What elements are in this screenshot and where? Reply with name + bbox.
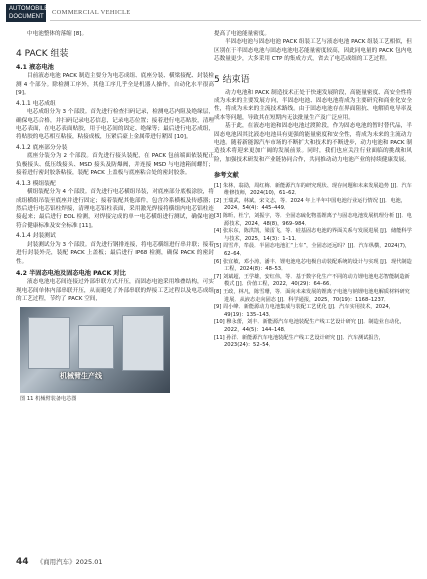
section-4-1-2-heading: 4.1.2 底座部分分装 xyxy=(16,144,68,151)
reference-item: [10] 穆永蕾，刘丰．新能源汽车电池装配生产线工艺设计研究 [J]．制造业自动化，2022，44(5)：144–148． xyxy=(214,319,405,333)
references-list xyxy=(214,183,412,350)
conclusion-paragraph-2: 基于此，在液态电池和固态电池过渡阶段，作为固态电池的暂时替代品，半固态电池因其比液态电池具有更强的能量密度和安全性，将成为未来的主流动力电池。随着新能源汽车市场的不断扩大和技术的不断进步，动力电池和 PACK 制造技术将迎来更加广阔的发展前景。同时，我们也应关注行业面临的挑战和风险，加强技术研发和产业链协同合作，共同推动动力电池产业的持续健康发展。 xyxy=(214,123,412,163)
reference-item: [1] 朱林，翁劭，周红梅．新能源汽车的研究现状、现存问题和未来发展趋势 [J]．汽车维修技师，2024(10)，61–62． xyxy=(214,182,412,197)
section-4-1-4-heading: 4.1.4 封装测试 xyxy=(16,233,56,240)
intro-paragraph: 中电池整体的落缩 [8]。 xyxy=(27,31,88,37)
reference-item: [3] 陈昕，杜宁，刘振宇，等．全固态硫化物基锂离子与固态电池发展机理分析 [J]．电源技术，2024，48(8)，969–984． xyxy=(214,213,412,227)
section-4-1-1-paragraph: 电芯成组分为 3 个部段。首先进行检查扫码记录，检测电芯内阻及绝缘层，确保电芯合格，并扫码记录电芯信息，记录电芯位置；接着进行电芯贴胶，清理电芯表面，在电芯表面贴胶，用于电芯间的固定、绝缘等；最后进行电芯成组，将贴胶的电芯相互粘接，粘接成板，压紧后豪上金属带进行紧固 [10]。 xyxy=(16,109,214,141)
section-4-1-heading: 4.1 液态电池 xyxy=(16,64,54,72)
section-4-1-paragraph: 目前液态电池 PACK 制造主要分为电芯成组、底座分装、横梁接配、封装检测 4 个部分。除检测工序外，其他工序几乎全是机器人操作，自动化水平很高 [9]。 xyxy=(16,73,214,97)
section-4-2-paragraph: 液态电池电芯间连接过外部串联方式开压，而固态电池采用堆叠结构，可实现电芯间单体内部串联开压，从而避免了外部串联的焊接工艺过程以及电芯成组的工艺过程，节约了 PACK 空间， xyxy=(16,279,214,302)
right-paragraph-1: 提高了电池能量密度。 xyxy=(214,31,270,37)
reference-item: [4] 张东东，陈洪凯，梁雷飞，等．硅基固态电池的界面关系与发展进展 [J]．储能科学与技术，2025，14(3)：1–11． xyxy=(214,228,412,242)
header-divider xyxy=(50,20,421,21)
section-4-2-heading: 4.2 半固态电池及固态电池 PACK 对比 xyxy=(16,270,126,278)
reference-item: [11] 孙洋．新能源汽车电池装配生产线工艺设计研究 [J]．汽车测试报告，2023(24)：52–54． xyxy=(214,334,384,349)
page-header xyxy=(0,0,427,26)
right-paragraph-2: 半固态电池与固态电池 PACK 组装工艺与液态电池 PACK 组装工艺相似，但区别在于半固态电池与固态电池电芯能量密度较高，因此同电量的 PACK 包内电芯数量更少，大多采用 CTP 的集成方式，省去了电芯成组的工艺过程。 xyxy=(214,39,412,63)
page-footer xyxy=(16,557,103,567)
left-column xyxy=(16,30,214,404)
references-heading: 参考文献 xyxy=(214,172,239,180)
equipment-rack xyxy=(122,315,164,371)
equipment-rack xyxy=(78,325,114,369)
reference-item: [8] 王政，林凡，陈雪珊，等．面向未来发展的锂离子电池与钠锂电池电解质材料研究进展．从液态走向固态 [J]．科学通报，2025，70(19)：1168–1237． xyxy=(214,289,410,303)
logo-line2: DOCUMENT xyxy=(9,14,44,20)
reference-item: [6] 张宜敏，邓小涛，潘丰．锂电池电芯电极自动装配系统的设计与实现 [J]．现代制造工程，2024(8)：48–53． xyxy=(214,258,412,273)
equipment-rack xyxy=(28,317,70,369)
journal-logo xyxy=(6,4,49,22)
conclusion-paragraph-1: 动力电池和 PACK 制造技术正处于快速发展阶段，高能量密度、高安全性将成为未来的主要发展方向，半固态电池、固态电池将成为主要研究和商业化安全性，将成为未来的主流技术路线。由于固态电池存在界面阻抗、电解质电导率及成本等问题，导致其在短期内无法批量生产及广泛应用。 xyxy=(214,89,412,121)
section-4-1-1-heading: 4.1.1 电芯成组 xyxy=(16,100,56,107)
section-4-1-3-heading: 4.1.3 模组装配 xyxy=(16,180,56,187)
publication-name: 《商用汽车》2025.01 xyxy=(36,558,103,566)
section-4-heading: 4 PACK 组装 xyxy=(16,49,69,60)
section-5-heading: 5 结束语 xyxy=(214,74,250,85)
page-number: 44 xyxy=(16,557,29,567)
reference-item: [2] 王瑞武，林斌，宋文志，等．2024 年上半年中国电池行业运行情况 [J]．电池，2024，54(4)：445–449． xyxy=(214,197,406,212)
right-column xyxy=(214,30,412,350)
reference-item: [5] 周雪芹，牟晨．半固态电池汇“上车”，全固态还远吗？[J]．汽车纵横，2024(7)，62–64． xyxy=(214,243,411,258)
reference-item: [9] 周小峰．新能源动力电池集成与装配工艺优化 [J]．汽车实用技术，2024，49(19)：135–143． xyxy=(214,304,394,318)
section-4-1-4-paragraph: 封装测试分为 3 个部段。首先进行钢排连接，将电芯横组进行串并联；接着进行封装外壳，装配 PACK 上盖板；最后进行 IP68 检测，确保 PACK 的密封性。 xyxy=(16,241,214,265)
logo-line1: AUTOMOBILE xyxy=(9,6,49,12)
reference-item: [7] 刘斌超，王学雄，安红伟，等．基于数字化生产不同的动力锂电池电芯智能制造新模式 [J]．价值工程，2022，40(29)：64–66． xyxy=(214,273,410,288)
figure-overlay-text: 机械臂生产线 xyxy=(60,373,102,381)
figure-caption: 图 11 机械臂装备电芯图 xyxy=(20,396,77,403)
section-4-1-3-paragraph: 横组装配分为 4 个部段。首先进行电芯横组吊装，对底座部分底板涂胶，将成组横组吊装至底座并进行固定；接着装配其他部件，包含冷系横板及传感器；然后进行电芯铝柱焊接，清理电芯铝柱表面，采用激光焊接将横组内电芯铝柱连接起来；最后进行 EOL 检测，对焊接完成的单一电芯横组进行测试，确保电池符合健康标准及安全标准 [11]。 xyxy=(16,189,214,229)
robot-arm-production-figure xyxy=(20,307,170,393)
section-category: COMMERCIAL VEHICLE xyxy=(52,9,131,16)
section-4-1-2-paragraph: 底座分装分为 2 个部段。首先进行接头装配，在 PACK 包前端面依装配正负极接头、低压线接头、MSD 接头及防爆阀，并连接 MSD 与电池箱间螺钉；接着进行密封胶条粘接，装配 PACK 上盖板与底座粘合处的密封胶条。 xyxy=(16,153,214,177)
